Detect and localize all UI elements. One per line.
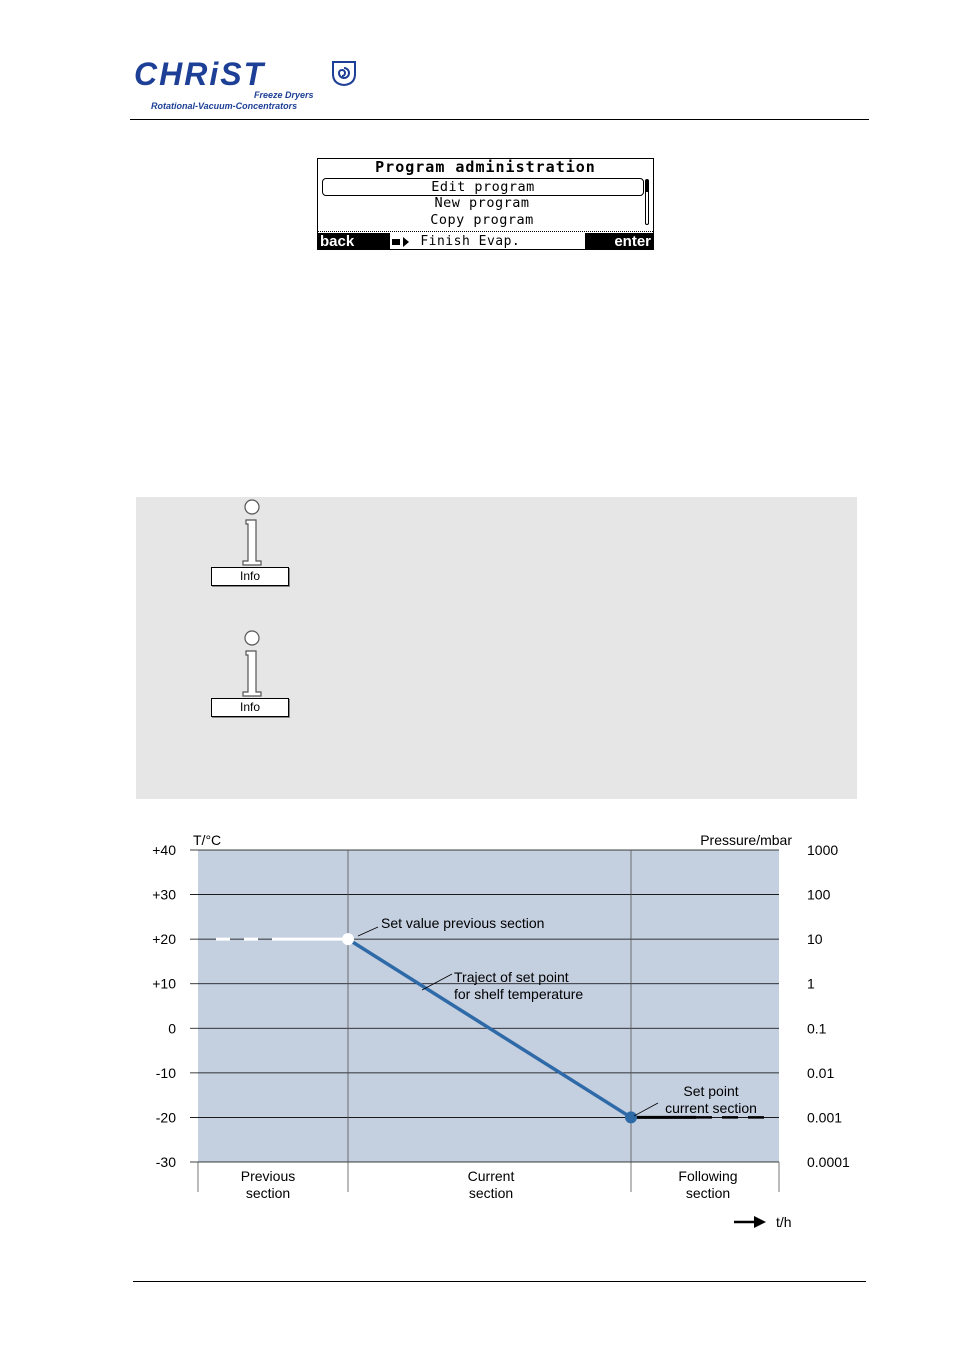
brand-tagline-rvc: Rotational-Vacuum-Concentrators (151, 101, 298, 111)
info-label: Info (211, 698, 289, 717)
y-right-tick-label: 10 (807, 931, 823, 948)
menu-item-new-program[interactable]: New program (434, 195, 530, 211)
lcd-scrollbar[interactable] (645, 179, 649, 225)
y-left-tick-label: +30 (152, 886, 176, 903)
brand-wordmark: CHRiST (134, 56, 266, 92)
y-right-tick-label: 0.001 (807, 1109, 843, 1126)
y-right-tick-label: 0.01 (807, 1064, 835, 1081)
y-right-axis-title: Pressure/mbar (700, 832, 792, 848)
y-right-tick-label: 0.0001 (807, 1154, 850, 1170)
x-axis-title: t/h (776, 1214, 792, 1230)
enter-button[interactable]: enter (585, 233, 653, 250)
info-label: Info (211, 567, 289, 586)
y-right-tick-label: 1000 (807, 842, 839, 858)
lcd-status-text: Finish Evap. (420, 234, 521, 249)
y-right-tick-label: 1 (807, 975, 815, 992)
section-label: Following section (678, 1168, 738, 1201)
brand-emblem-icon (330, 60, 358, 86)
brand-tagline-freeze-dryers: Freeze Dryers (254, 90, 314, 100)
header-divider (130, 119, 869, 120)
y-right-tick-label: 0.1 (807, 1020, 827, 1037)
y-left-tick-label: +10 (152, 975, 176, 992)
y-left-tick-label: +40 (152, 842, 176, 858)
set-point-current-marker (625, 1111, 637, 1123)
y-left-tick-label: +20 (152, 931, 176, 948)
annotation-set-point-current: Set point current section (665, 1083, 757, 1116)
lcd-title: Program administration (375, 158, 596, 176)
info-notice-2 (211, 630, 291, 720)
info-panel (136, 497, 857, 799)
info-icon (239, 630, 265, 698)
menu-item-edit-program[interactable]: Edit program (322, 178, 644, 196)
footer-divider (133, 1281, 866, 1282)
info-icon (239, 499, 265, 567)
shelf-temperature-chart (130, 820, 870, 1240)
y-right-tick-label: 100 (807, 886, 831, 903)
y-left-tick-label: 0 (168, 1020, 176, 1037)
chart-canvas (130, 820, 870, 1240)
info-notice-1 (211, 499, 291, 589)
lcd-softkey-bar (318, 231, 653, 250)
y-left-tick-label: -30 (155, 1154, 176, 1170)
evaporation-status-icon (392, 237, 412, 247)
time-arrow-head (754, 1216, 766, 1228)
y-left-tick-label: -10 (155, 1064, 176, 1081)
y-left-tick-label: -20 (155, 1109, 176, 1126)
annotation-set-value-previous: Set value previous section (381, 915, 545, 931)
y-left-axis-title: T/°C (193, 832, 222, 848)
lcd-status (392, 233, 520, 250)
annotation-traject: Traject of set point for shelf temperature (454, 969, 584, 1002)
back-button[interactable]: back (318, 233, 390, 250)
lcd-scrollbar-thumb[interactable] (646, 180, 648, 192)
set-value-previous-marker (342, 933, 354, 945)
section-label: Previous section (240, 1168, 296, 1201)
menu-item-copy-program[interactable]: Copy program (430, 212, 534, 228)
lcd-display (317, 158, 654, 250)
section-label: Current section (467, 1168, 515, 1201)
